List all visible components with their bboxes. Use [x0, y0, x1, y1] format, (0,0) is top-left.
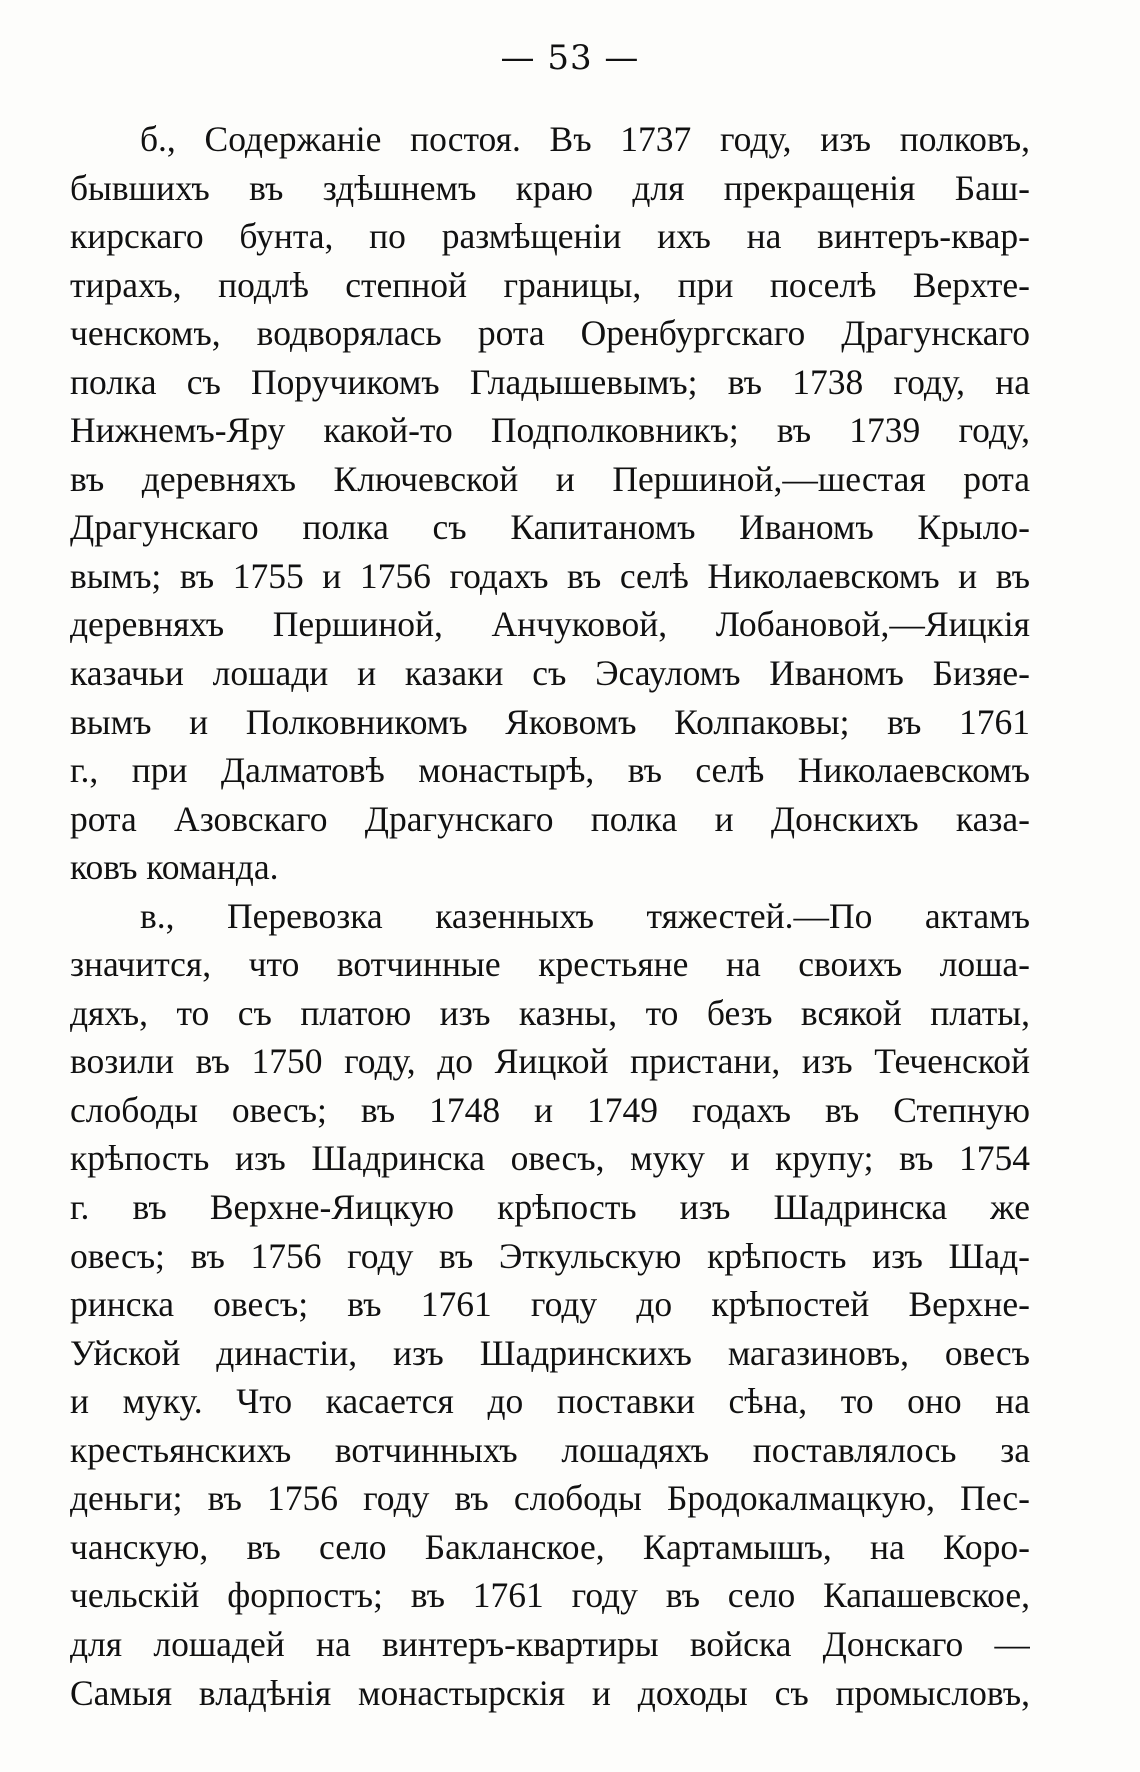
text-line: г. въ Верхне-Яицкую крѣпость изъ Шадринска же	[70, 1187, 1030, 1228]
page-number: — 53 —	[500, 38, 640, 78]
text-line: возили въ 1750 году, до Яицкой пристани, изъ Теченской	[70, 1041, 1030, 1082]
text-line: г., при Далматовѣ монастырѣ, въ селѣ Николаевскомъ	[70, 750, 1030, 791]
text-line: бывшихъ въ здѣшнемъ краю для прекращенія Баш-	[70, 167, 1030, 208]
text-line: вымъ и Полковникомъ Яковомъ Колпаковы; въ 1761	[70, 701, 1030, 742]
text-line: в., Перевозка казенныхъ тяжестей.—По актамъ	[140, 895, 1030, 936]
text-line: деньги; въ 1756 году въ слободы Бродокалмацкую, Пес-	[70, 1478, 1030, 1519]
text-line: казачьи лошади и казаки съ Эсауломъ Иваномъ Бизяе-	[70, 653, 1030, 694]
text-line: овесъ; въ 1756 году въ Эткульскую крѣпость изъ Шад-	[70, 1235, 1030, 1276]
text-line: крестьянскихъ вотчинныхъ лошадяхъ поставлялось за	[70, 1429, 1030, 1470]
text-line: Драгунскаго полка съ Капитаномъ Иваномъ Крыло-	[70, 507, 1030, 548]
text-line: рота Азовскаго Драгунскаго полка и Донскихъ каза-	[70, 798, 1030, 839]
text-line: Самыя владѣнія монастырскія и доходы съ промысловъ,	[70, 1672, 1030, 1713]
text-line: чельскій форпостъ; въ 1761 году въ село Капашевское,	[70, 1575, 1030, 1616]
text-line: для лошадей на винтеръ-квартиры войска Донскаго —	[70, 1623, 1030, 1664]
text-line: ковъ команда.	[70, 847, 279, 888]
text-line: слободы овесъ; въ 1748 и 1749 годахъ въ Степную	[70, 1089, 1030, 1130]
text-line: ченскомъ, водворялась рота Оренбургскаго Драгунскаго	[70, 313, 1030, 354]
text-line: б., Содержаніе постоя. Въ 1737 году, изъ полковъ,	[140, 119, 1030, 159]
body-text	[70, 115, 1030, 1717]
text-line: Уйской династіи, изъ Шадринскихъ магазиновъ, овесъ	[70, 1332, 1030, 1373]
text-line: полка съ Поручикомъ Гладышевымъ; въ 1738 году, на	[70, 361, 1030, 402]
text-line: Нижнемъ-Яру какой-то Подполковникъ; въ 1739 году,	[70, 410, 1030, 451]
text-line: кирскаго бунта, по размѣщеніи ихъ на винтеръ-квар-	[70, 216, 1030, 257]
text-line: крѣпость изъ Шадринска овесъ, муку и крупу; въ 1754	[70, 1138, 1030, 1179]
text-line: въ деревняхъ Ключевской и Першиной,—шестая рота	[70, 458, 1030, 499]
text-line: тирахъ, подлѣ степной границы, при поселѣ Верхте-	[70, 264, 1030, 305]
text-line: и муку. Что касается до поставки сѣна, то оно на	[70, 1381, 1030, 1422]
text-line: чанскую, въ село Бакланское, Картамышъ, на Коро-	[70, 1526, 1030, 1567]
text-line: деревняхъ Першиной, Анчуковой, Лобановой,—Яицкія	[70, 604, 1030, 645]
text-line: значится, что вотчинные крестьяне на своихъ лоша-	[70, 944, 1030, 985]
text-line: ринска овесъ; въ 1761 году до крѣпостей Верхне-	[70, 1284, 1030, 1325]
text-line: дяхъ, то съ платою изъ казны, то безъ всякой платы,	[70, 992, 1030, 1033]
text-line: вымъ; въ 1755 и 1756 годахъ въ селѣ Николаевскомъ и въ	[70, 555, 1030, 596]
